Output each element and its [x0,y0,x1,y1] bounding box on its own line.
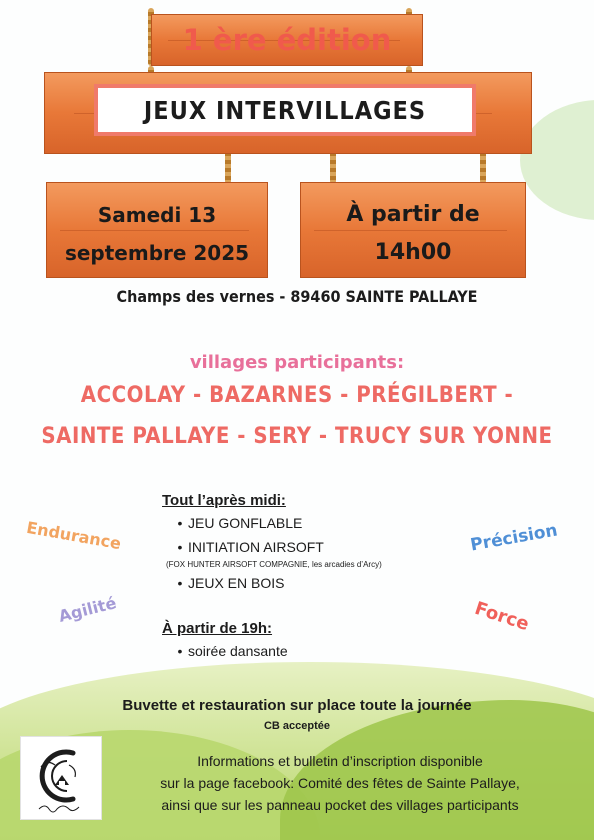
villages-title: villages participants: [189,352,405,373]
airsoft-note: (FOX HUNTER AIRSOFT COMPAGNIE, les arcadies d’Arcy) [166,560,382,569]
afternoon-heading: Tout l’après midi: [162,492,286,509]
villages-line-2: SAINTE PALLAYE - SERY - TRUCY SUR YONNE [41,424,553,449]
time-line-1: À partir de [346,202,480,227]
edition-label: 1 ère édition [182,23,392,57]
date-line-2: septembre 2025 [64,241,250,265]
venue-address: Champs des vernes - 89460 SAINTE PALLAYE [116,287,478,306]
info-line-1: Informations et bulletin d’inscription disponible [197,753,483,769]
bullet-icon: • [177,515,183,531]
cb-accepted: CB acceptée [263,720,331,732]
tag-endurance: Endurance [25,517,123,554]
list-item: • JEU GONFLABLE [172,515,302,531]
tag-force: Force [472,597,532,636]
tag-precision: Précision [468,520,560,556]
info-line-2: sur la page facebook: Comité des fêtes de Sainte Pallaye, [160,775,520,791]
date-line-1: Samedi 13 [97,203,217,227]
time-line-2: 14h00 [374,240,452,265]
committee-logo-icon [21,737,103,821]
bullet-icon: • [177,643,183,659]
info-line-3: ainsi que sur les panneau pocket des villages participants [161,797,519,813]
evening-heading: À partir de 19h: [162,620,273,637]
committee-logo [20,736,102,820]
tag-agilite: Agilité [56,593,119,626]
event-title: JEUX INTERVILLAGES [94,84,476,136]
villages-line-1: ACCOLAY - BAZARNES - PRÉGILBERT - [80,383,514,408]
list-item: • soirée dansante [172,643,288,659]
list-item: • JEUX EN BOIS [172,575,284,591]
bullet-icon: • [177,575,183,591]
bullet-icon: • [177,539,183,555]
buvette-line: Buvette et restauration sur place toute la journée [122,697,472,714]
list-item: • INITIATION AIRSOFT [172,539,324,555]
